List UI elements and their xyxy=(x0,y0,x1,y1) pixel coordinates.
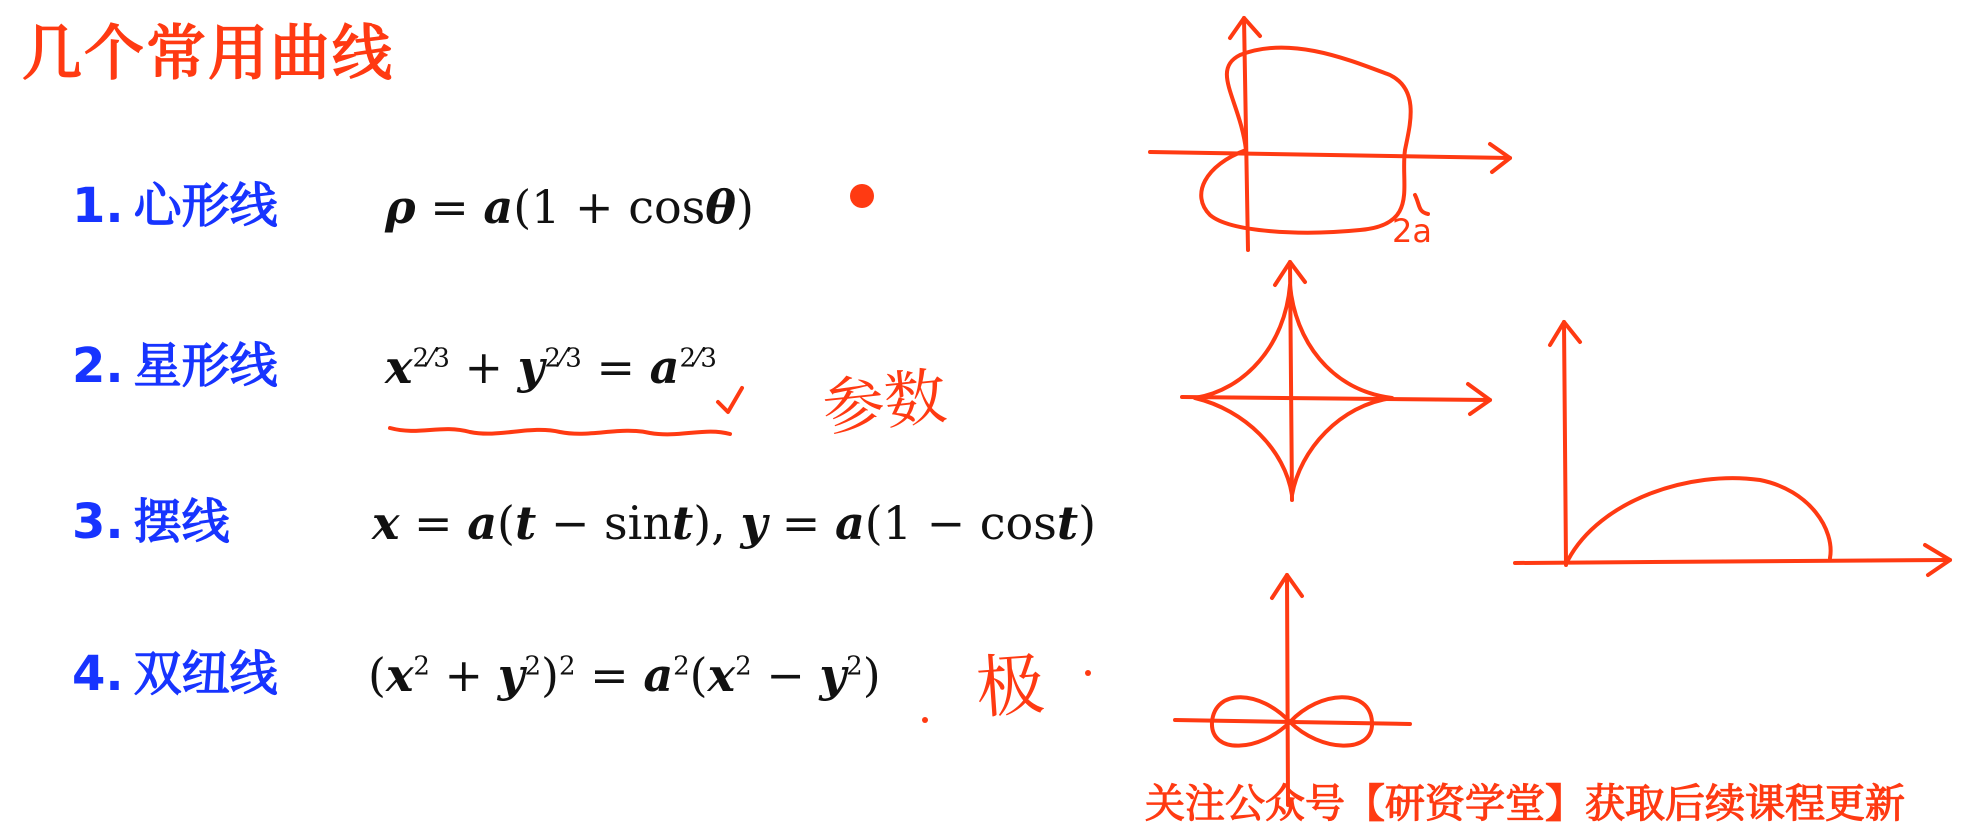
curve-label xyxy=(72,178,278,236)
cycloid-sketch xyxy=(1515,322,1950,575)
lemniscate-handwritten-note: 极 xyxy=(973,645,1048,729)
cycloid-formula: x = a(t − sint), y = a(1 − cost) xyxy=(372,496,1097,550)
curve-name: 心形线 xyxy=(133,178,278,234)
astroid-sketch xyxy=(1182,262,1490,500)
curve-label xyxy=(72,338,278,396)
astroid-formula: $x^{2⁄3} + y^{2⁄3} = a^{2⁄3}$ xyxy=(385,340,717,394)
curve-row-cycloid xyxy=(0,494,1150,584)
footer-notice: 关注公众号【研资学堂】获取后续课程更新 xyxy=(1145,781,1905,822)
curve-number: 4. xyxy=(72,646,124,702)
curve-number: 1. xyxy=(72,178,124,234)
curve-name: 星形线 xyxy=(133,338,278,394)
lemniscate-formula: $(x^2 + y^2)^2 = a^2(x^2 - y^2)$ xyxy=(368,648,881,702)
curve-name: 摆线 xyxy=(133,494,230,550)
curve-number: 2. xyxy=(72,338,124,394)
astroid-underline xyxy=(390,428,730,434)
cardioid-formula: ρ = a(1 + cosθ) xyxy=(385,180,754,234)
curve-label xyxy=(72,494,230,552)
curve-row-cardioid xyxy=(0,178,1150,268)
cardioid-2a-label: 2a xyxy=(1392,212,1432,250)
lemniscate-sketch xyxy=(1175,575,1410,805)
curve-row-astroid xyxy=(0,338,1150,428)
curve-row-lemniscate xyxy=(0,646,1150,736)
cardioid-sketch xyxy=(1150,18,1510,250)
curve-label xyxy=(72,646,278,704)
astroid-handwritten-note: 参数 xyxy=(818,359,950,445)
curve-number: 3. xyxy=(72,494,124,550)
page-title: 几个常用曲线 xyxy=(22,19,394,89)
curve-name: 双纽线 xyxy=(133,646,278,702)
